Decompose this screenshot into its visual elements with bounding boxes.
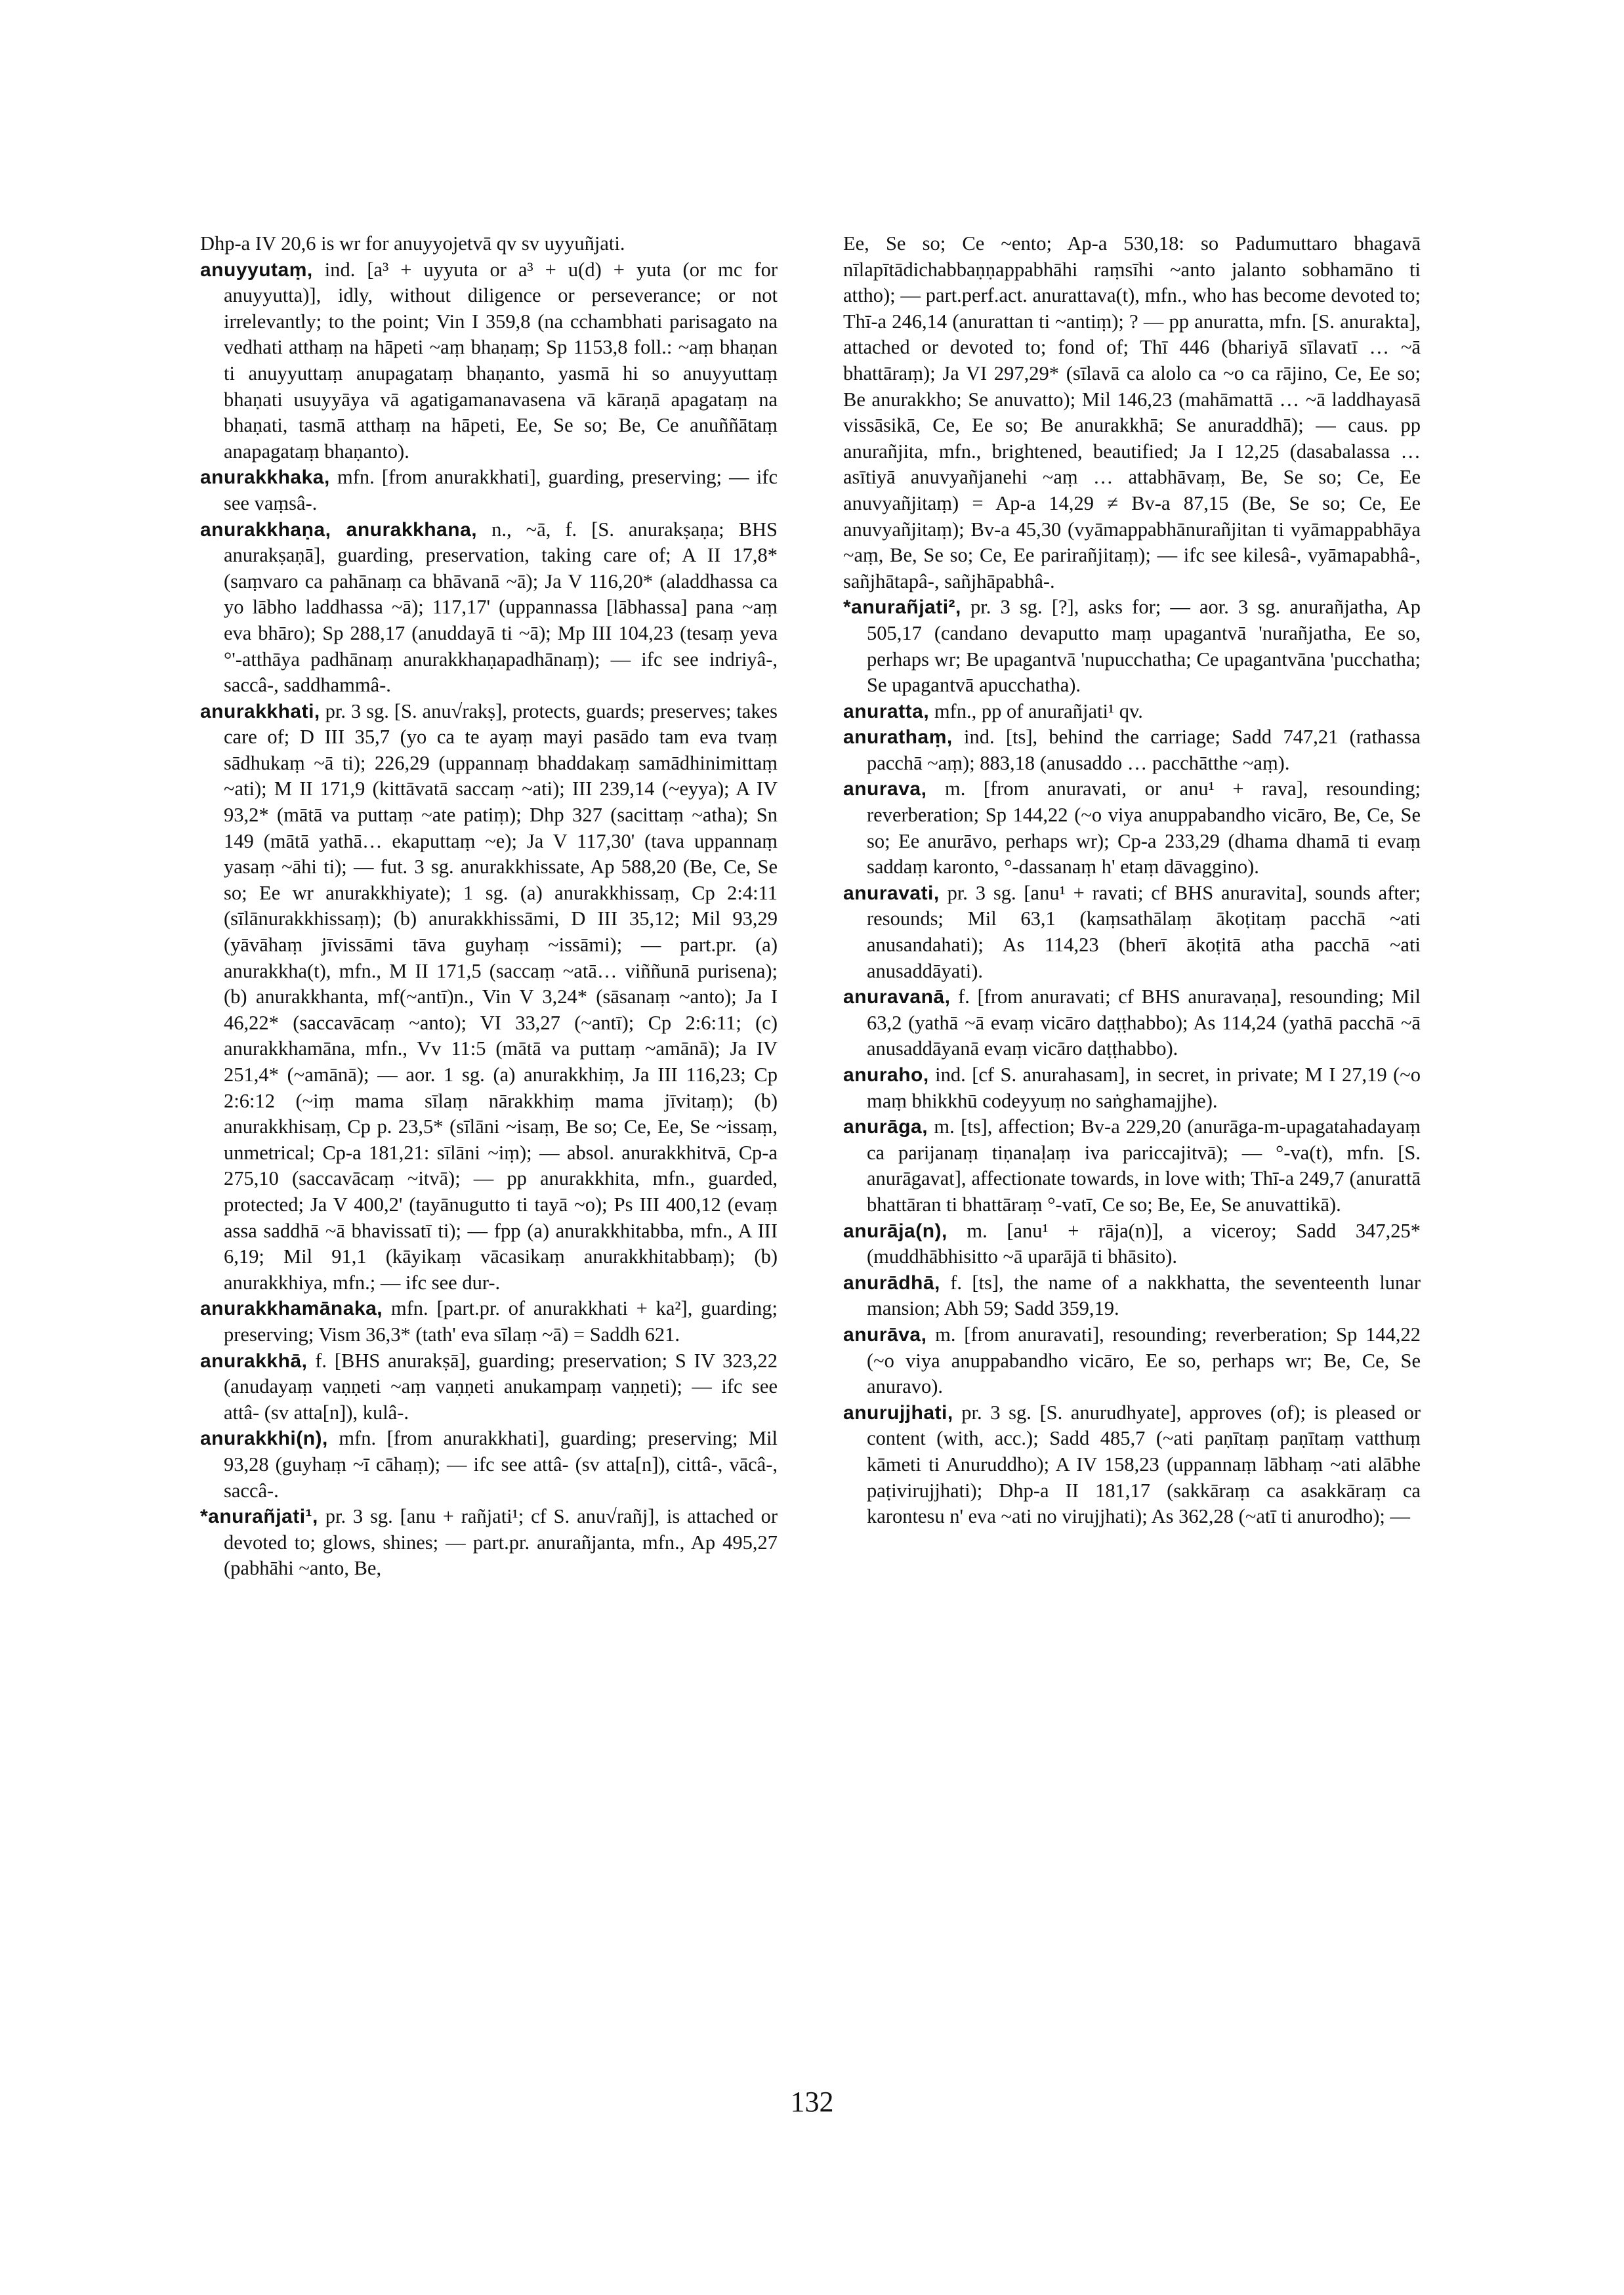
entry-text: n., ~ā, f. [S. anurakṣaṇa; BHS anurakṣaṇā], guarding, preservation, taking care of; A II 17,8* (saṃvaro ca pahānaṃ ca bhāvanā ~ā); Ja V 116,20* (aladdhassa ca yo lābho laddhassa ~ā); 117,17' (uppannassa [lābhassa] pana ~aṃ eva bhāro); Sp 288,17 (anuddayā ti ~ā); Mp III 104,23 (tesaṃ yeva °'-atthāya padhānaṃ anurakkhaṇapadhānaṃ); — ifc see indriyâ-, saccâ-, saddhammâ-. xyxy=(224,518,778,697)
headword: anurakkhaṇa, anurakkhana, xyxy=(200,518,478,541)
entry-text: Dhp-a IV 20,6 is wr for anuyyojetvā qv sv uyyuñjati. xyxy=(200,232,625,255)
headword: *anurañjati¹, xyxy=(200,1506,318,1528)
dictionary-entry xyxy=(200,1348,778,1426)
dictionary-entry xyxy=(200,1296,778,1348)
entry-text: m. [from anuravati, or anu¹ + rava], resounding; reverberation; Sp 144,22 (~o viya anuppabandho vicāro, Be, Ce, Se so; Ee anurāvo, perhaps wr); Cp-a 233,29 (dhama dhamā ti evaṃ saddaṃ karonto, °-dassanaṃ h' etaṃ dāvaggino). xyxy=(867,777,1421,879)
dictionary-entry xyxy=(843,231,1421,594)
headword: anurava, xyxy=(843,778,927,800)
entry-text: mfn., pp of anurañjati¹ qv. xyxy=(929,699,1143,722)
dictionary-entry xyxy=(843,1322,1421,1400)
dictionary-entry xyxy=(200,257,778,465)
headword: anurāja(n), xyxy=(843,1220,947,1242)
dictionary-entry xyxy=(843,984,1421,1062)
entry-text: ind. [cf S. anurahasam], in secret, in private; M I 27,19 (~o maṃ bhikkhū codeyyuṃ no saṅghamajjhe). xyxy=(867,1064,1421,1112)
dictionary-entry xyxy=(843,1114,1421,1218)
headword: anuyyutaṃ, xyxy=(200,258,313,281)
dictionary-entry xyxy=(843,1218,1421,1270)
dictionary-entry xyxy=(843,1270,1421,1322)
headword: anurāga, xyxy=(843,1116,928,1138)
entry-text: f. [from anuravati; cf BHS anuravaṇa], resounding; Mil 63,2 (yathā ~ā evaṃ vicāro daṭṭhabbo); As 114,24 (yathā pacchā ~ā anusaddāyanā evaṃ vicāro daṭṭhabbo). xyxy=(867,985,1421,1060)
entry-text: mfn. [from anurakkhati], guarding; preserving; Mil 93,28 (guyhaṃ ~ī cāhaṃ); — ifc see attâ- (sv atta[n]), cittâ-, vācâ-, saccâ-. xyxy=(224,1427,778,1502)
dictionary-entry xyxy=(843,776,1421,880)
entry-text: pr. 3 sg. [S. anurudhyate], approves (of); is pleased or content (with, acc.); Sadd 485,7 (~ati paṇītaṃ paṇītaṃ vatthuṃ kāmeti ti Anuruddho); A IV 158,23 (uppannaṃ lābhaṃ ~ati alābhe paṭivirujjhati); Dhp-a II 181,17 (sakkāraṃ ca asakkāraṃ ca karontesu n' eva ~ati no virujjhati); As 362,28 (~atī ti anurodho); — xyxy=(867,1401,1421,1528)
entry-text: m. [anu¹ + rāja(n)], a viceroy; Sadd 347,25* (muddhābhisitto ~ā uparājā ti bhāsito). xyxy=(867,1219,1421,1268)
dictionary-entry xyxy=(843,880,1421,984)
dictionary-entry xyxy=(200,1426,778,1504)
dictionary-entry xyxy=(200,465,778,516)
entry-text: f. [ts], the name of a nakkhatta, the seventeenth lunar mansion; Abh 59; Sadd 359,19. xyxy=(867,1271,1421,1320)
entry-text: mfn. [part.pr. of anurakkhati + ka²], guarding; preserving; Vism 36,3* (tath' eva sīlaṃ ~ā) = Saddh 621. xyxy=(224,1297,778,1346)
right-column xyxy=(843,231,1421,1530)
entry-text: pr. 3 sg. [S. anu√rakṣ], protects, guards; preserves; takes care of; D III 35,7 (yo ca te ayaṃ mayi pasādo tam eva tvaṃ sādhukaṃ ~ā ti); 226,29 (uppannaṃ bhaddakaṃ samādhinimittaṃ ~ati); M II 171,9 (kittāvatā saccaṃ ~ati); III 239,14 (~eyya); A IV 93,2* (mātā va puttaṃ ~ate patiṃ); Dhp 327 (sacittaṃ ~atha); Sn 149 (mātā yathā… ekaputtaṃ ~e); Ja V 117,30' (tava uppannaṃ yasaṃ ~āhi ti); — fut. 3 sg. anurakkhissate, Ap 588,20 (Be, Ce, Se so; Ee wr anurakkhiyate); 1 sg. (a) anurakkhissaṃ, Cp 2:4:11 (sīlānurakkhissaṃ); (b) anurakkhissāmi, D III 35,12; Mil 93,29 (yāvāhaṃ jīvissāmi tāva guyhaṃ ~issāmi); — part.pr. (a) anurakkha(t), mfn., M II 171,5 (saccaṃ ~atā… viññunā purisena); (b) anurakkhanta, mf(~antī)n., Vin V 3,24* (sāsanaṃ ~anto); Ja I 46,22* (saccavācaṃ ~anto); VI 33,27 (~antī); Cp 2:6:11; (c) anurakkhamāna, mfn., Vv 11:5 (mātā va puttaṃ ~amānā); Ja IV 251,4* (~amānā); — aor. 1 sg. (a) anurakkhiṃ, Ja III 116,23; Cp 2:6:12 (~iṃ mama sīlaṃ nārakkhiṃ mama jīvitaṃ); (b) anurakkhisaṃ, Cp p. 23,5* (sīlāni ~isaṃ, Be so; Ce, Ee, Se ~issaṃ, unmetrical; Cp-a 181,21: sīlāni ~iṃ); — absol. anurakkhitvā, Cp-a 275,10 (saccavācaṃ ~itvā); — pp anurakkhita, mfn., guarded, protected; Ja V 400,2' (tayānugutto ti tayā ~o); Ps III 400,12 (evaṃ assa saddhā ~ā bhavissatī ti); — fpp (a) anurakkhitabba, mfn., A III 6,19; Mil 91,1 (kāyikaṃ vācasikaṃ anurakkhitabbaṃ); (b) anurakkhiya, mfn.; — ifc see dur-. xyxy=(224,699,778,1294)
headword: anuraho, xyxy=(843,1064,929,1086)
headword: anuravati, xyxy=(843,882,940,904)
entry-text: mfn. [from anurakkhati], guarding, preserving; — ifc see vaṃsâ-. xyxy=(224,466,778,514)
dictionary-entry xyxy=(843,1400,1421,1530)
dictionary-entry xyxy=(200,1504,778,1582)
entry-text: ind. [a³ + uyyuta or a³ + u(d) + yuta (or mc for anuyyutta)], idly, without diligence or perseverance; or not irrelevantly; to the point; Vin I 359,8 (na cchambhati parisagato na vedhati atthaṃ na hāpeti ~aṃ bhaṇaṃ; Sp 1153,8 foll.: ~aṃ bhaṇan ti anuyyuttaṃ anupagataṃ bhaṇanto, yasmā hi so anuyyuttaṃ bhaṇati usuyyāya vā agatigamanavasena vā kāraṇā apagataṃ na bhaṇati, tasmā atthaṃ na hāpeti, Ee, Se so; Be, Ce anuññātaṃ anapagataṃ bhaṇanto). xyxy=(224,258,778,463)
headword: anuratta, xyxy=(843,700,930,722)
headword: anurakkhaka, xyxy=(200,466,330,489)
entry-text: pr. 3 sg. [anu + rañjati¹; cf S. anu√rañj], is attached or devoted to; glows, shines; — part.pr. anurañjanta, mfn., Ap 495,27 (pabhāhi ~anto, Be, xyxy=(224,1505,778,1580)
headword: anuravanā, xyxy=(843,986,951,1008)
headword: anurakkhā, xyxy=(200,1350,308,1372)
headword: anurathaṃ, xyxy=(843,726,953,749)
entry-text: pr. 3 sg. [?], asks for; — aor. 3 sg. anurañjatha, Ap 505,17 (candano devaputto maṃ upagantvā 'nurañjatha, Ee so, perhaps wr; Be upagantvā 'nupucchatha; Ce upagantvāna 'pucchatha; Se upagantvā apucchatha). xyxy=(867,596,1421,697)
headword: anurādhā, xyxy=(843,1272,940,1294)
dictionary-entry xyxy=(200,699,778,1296)
dictionary-entry xyxy=(200,517,778,699)
headword: *anurañjati², xyxy=(843,596,961,619)
dictionary-entry xyxy=(200,231,778,257)
dictionary-entry xyxy=(843,1062,1421,1114)
entry-text: ind. [ts], behind the carriage; Sadd 747,21 (rathassa pacchā ~aṃ); 883,18 (anusaddo … pacchātthe ~aṃ). xyxy=(867,726,1421,774)
dictionary-entry xyxy=(843,699,1421,725)
headword: anurakkhati, xyxy=(200,700,320,722)
entry-text: m. [from anuravati], resounding; reverberation; Sp 144,22 (~o viya anuppabandho vicāro, Ee so, perhaps wr; Be, Ce, Se anuravo). xyxy=(867,1323,1421,1398)
headword: anurakkhi(n), xyxy=(200,1428,328,1450)
left-column xyxy=(200,231,778,1582)
headword: anurujjhati, xyxy=(843,1401,953,1424)
headword: anurāva, xyxy=(843,1323,927,1346)
entry-text: pr. 3 sg. [anu¹ + ravati; cf BHS anuravita], sounds after; resounds; Mil 63,1 (kaṃsathālaṃ ākoṭitaṃ pacchā ~ati anusandahati); As 114,23 (bherī ākoṭitā atha pacchā ~ati anusaddāyati). xyxy=(867,881,1421,982)
headword: anurakkhamānaka, xyxy=(200,1298,383,1320)
page-number: 132 xyxy=(790,2086,834,2118)
entry-text: m. [ts], affection; Bv-a 229,20 (anurāga-m-upagatahadayaṃ ca parijanaṃ tiṇanaḷaṃ iva pariccajitvā); — °-va(t), mfn. [S. anurāgavat], affectionate towards, in love with; Thī-a 249,7 (anurattā bhattāran ti bhattāraṃ °-vatī, Ce so; Be, Ee, Se anuvattikā). xyxy=(867,1115,1421,1216)
dictionary-entry xyxy=(843,594,1421,698)
dictionary-entry xyxy=(843,724,1421,776)
entry-text: f. [BHS anurakṣā], guarding; preservation; S IV 323,22 (anudayaṃ vaṇṇeti ~aṃ vaṇṇeti anukampaṃ vaṇṇeti); — ifc see attâ- (sv atta[n]), kulâ-. xyxy=(224,1349,778,1424)
entry-text: Ee, Se so; Ce ~ento; Ap-a 530,18: so Padumuttaro bhagavā nīlapītādichabbaṇṇappabhāhi raṃsīhi ~anto jalanto sobhamāno ti attho); — part.perf.act. anurattava(t), mfn., who has become devoted to; Thī-a 246,14 (anurattan ti ~antiṃ); ? — pp anuratta, mfn. [S. anurakta], attached or devoted to; fond of; Thī 446 (bhariyā sīlavatī … ~ā bhattāraṃ); Ja VI 297,29* (sīlavā ca alolo ca ~o ca rājino, Ce, Ee so; Be anurakkho; Se anuvatto); Mil 146,23 (mahāmattā … ~ā laddhayasā vissāsikā, Ce, Ee so; Be anurakkhā; Se anuraddhā); — caus. pp anurañjita, mfn., brightened, beautified; Ja I 12,25 (dasabalassa … asītiyā anuvyañjanehi ~aṃ … attabhāvaṃ, Be, Se so; Ce, Ee anuvyañjitaṃ) = Ap-a 14,29 ≠ Bv-a 87,15 (Be, Se so; Ce, Ee anuvyañjitaṃ); Bv-a 45,30 (vyāmappabhānurañjitan ti vyāmappabhāya ~aṃ, Be, Se so; Ce, Ee parirañjitaṃ); — ifc see kilesâ-, vyāmapabhâ-, sañjhātapâ-, sañjhāpabhâ-. xyxy=(843,232,1421,592)
